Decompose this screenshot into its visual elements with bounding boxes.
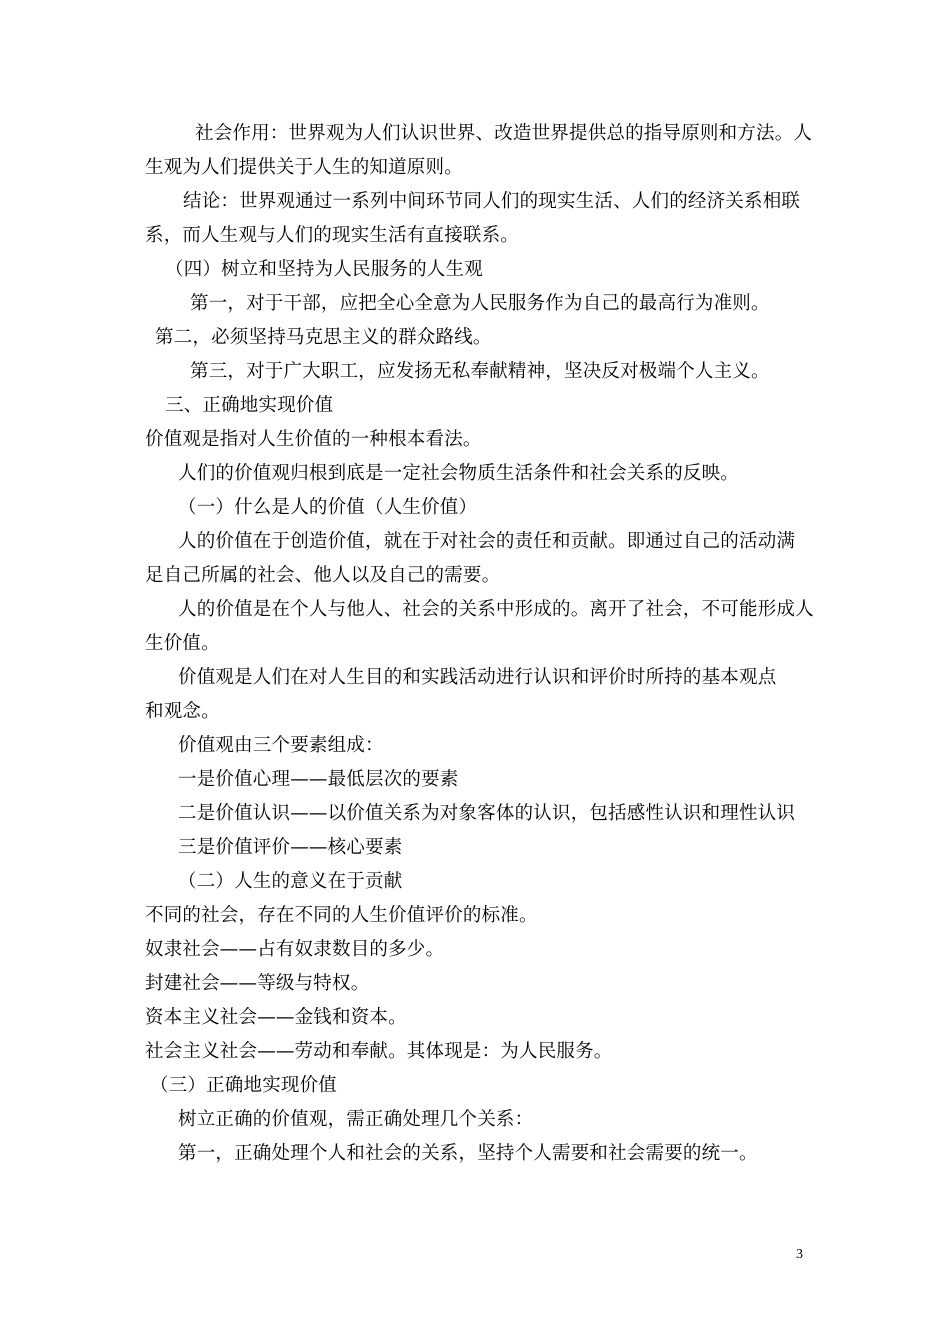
text-line: 第二，必须坚持马克思主义的群众路线。 (155, 327, 492, 348)
text-line: （二）人生的意义在于贡献 (178, 871, 403, 892)
document-body (145, 117, 815, 1171)
text-line: 结论：世界观通过一系列中间环节同人们的现实生活、人们的经济关系相联 (183, 191, 801, 212)
text-line: 三是价值评价——核心要素 (178, 837, 403, 858)
text-line: 价值观由三个要素组成： (178, 735, 384, 756)
text-line: 封建社会——等级与特权。 (145, 973, 370, 994)
text-line: 价值观是人们在对人生目的和实践活动进行认识和评价时所持的基本观点 (178, 667, 777, 688)
text-line: 和观念。 (145, 701, 220, 722)
text-line: 第三，对于广大职工，应发扬无私奉献精神，坚决反对极端个人主义。 (190, 361, 770, 382)
text-line: （一）什么是人的价值（人生价值） (178, 497, 478, 518)
page-number: 3 (796, 1247, 803, 1262)
text-line: 奴隶社会——占有奴隶数目的多少。 (145, 939, 445, 960)
text-line: 三、正确地实现价值 (165, 395, 334, 416)
text-line: 足自己所属的社会、他人以及自己的需要。 (145, 565, 501, 586)
text-line: 人的价值在于创造价值，就在于对社会的责任和贡献。即通过自己的活动满 (178, 531, 796, 552)
text-line: 价值观是指对人生价值的一种根本看法。 (145, 429, 482, 450)
text-line: 生观为人们提供关于人生的知道原则。 (145, 157, 463, 178)
text-line: 资本主义社会——金钱和资本。 (145, 1007, 407, 1028)
text-line: 社会主义社会——劳动和奉献。其体现是：为人民服务。 (145, 1041, 613, 1062)
text-line: 树立正确的价值观，需正确处理几个关系： (178, 1109, 534, 1130)
text-line: 第一，对于干部，应把全心全意为人民服务作为自己的最高行为准则。 (190, 293, 770, 314)
text-line: 人的价值是在个人与他人、社会的关系中形成的。离开了社会，不可能形成人 (178, 599, 814, 620)
text-line: 不同的社会，存在不同的人生价值评价的标准。 (145, 905, 538, 926)
text-line: 二是价值认识——以价值关系为对象客体的认识，包括感性认识和理性认识 (178, 803, 796, 824)
text-line: 一是价值心理——最低层次的要素 (178, 769, 459, 790)
text-line: 人们的价值观归根到底是一定社会物质生活条件和社会关系的反映。 (178, 463, 740, 484)
text-line: （四）树立和坚持为人民服务的人生观 (165, 259, 483, 280)
text-line: （三）正确地实现价值 (150, 1075, 338, 1096)
text-line: 社会作用：世界观为人们认识世界、改造世界提供总的指导原则和方法。人 (195, 123, 813, 144)
text-line: 系，而人生观与人们的现实生活有直接联系。 (145, 225, 520, 246)
text-line: 生价值。 (145, 633, 220, 654)
text-line: 第一，正确处理个人和社会的关系，坚持个人需要和社会需要的统一。 (178, 1143, 758, 1164)
